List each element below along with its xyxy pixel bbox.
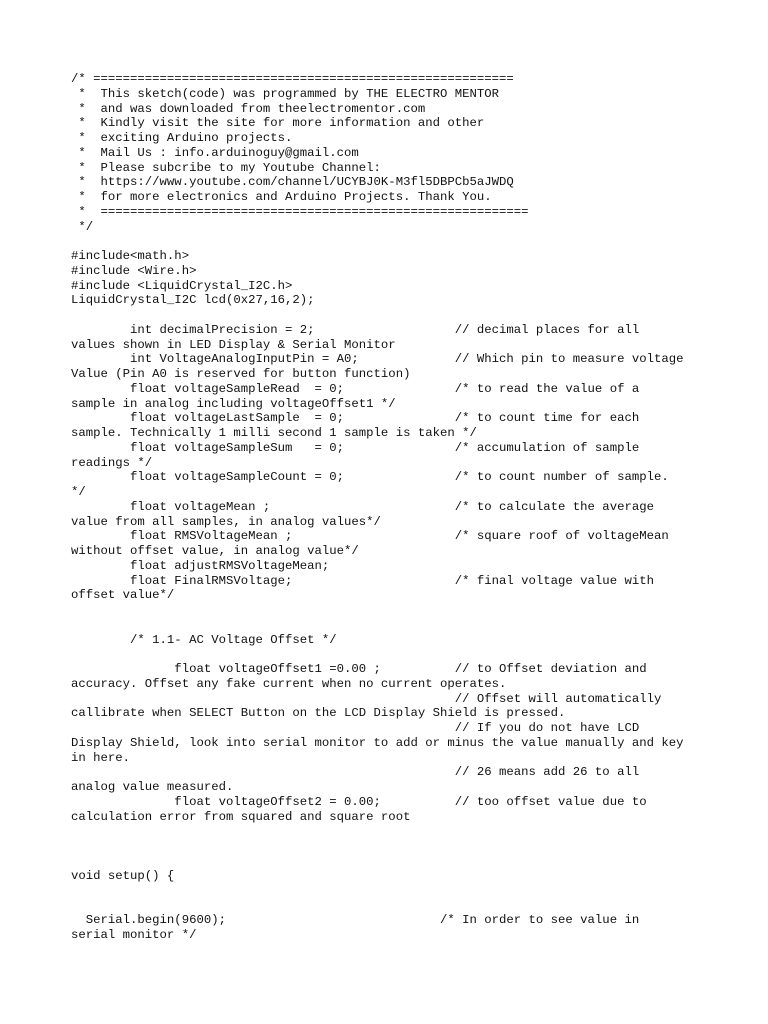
code-line: calculation error from squared and square root	[71, 809, 411, 824]
code-line: accuracy. Offset any fake current when no current operates.	[71, 676, 507, 691]
code-line: // Offset will automatically	[71, 691, 662, 706]
code-line: analog value measured.	[71, 780, 234, 794]
code-line: sample in analog including voltageOffset1 */	[71, 396, 396, 411]
code-line: readings */	[71, 455, 153, 470]
code-line	[71, 854, 751, 869]
code-line	[71, 308, 751, 323]
code-listing	[71, 72, 751, 942]
code-line: serial monitor */	[71, 927, 197, 942]
code-line: /* 1.1- AC Voltage Offset */	[71, 632, 337, 647]
code-line: * exciting Arduino projects.	[71, 131, 293, 145]
code-line: * Kindly visit the site for more information and other	[71, 116, 485, 131]
code-line: float voltageSampleRead = 0; /* to read the value of a	[71, 381, 640, 396]
code-line: float voltageSampleCount = 0; /* to count number of sample.	[71, 470, 669, 485]
code-line: #include <Wire.h>	[71, 263, 197, 278]
code-line: * Please subcribe to my Youtube Channel:	[71, 160, 381, 175]
code-line: /* =========================================================	[71, 72, 514, 86]
code-line: * https://www.youtube.com/channel/UCYBJ0K-M3fl5DBPCb5aJWDQ	[71, 175, 514, 190]
code-line	[71, 234, 751, 249]
code-line	[71, 839, 751, 854]
code-line: float voltageLastSample = 0; /* to count time for each	[71, 411, 640, 426]
code-line	[71, 883, 751, 898]
code-line: callibrate when SELECT Button on the LCD Display Shield is pressed.	[71, 706, 566, 721]
code-line: Display Shield, look into serial monitor to add or minus the value manually and key	[71, 735, 684, 750]
code-line: without offset value, in analog value*/	[71, 544, 359, 558]
code-line: void setup() {	[71, 868, 175, 883]
code-line: float voltageMean ; /* to calculate the average	[71, 499, 654, 514]
code-line: LiquidCrystal_I2C lcd(0x27,16,2);	[71, 293, 315, 308]
code-line: float RMSVoltageMean ; /* square roof of voltageMean	[71, 529, 669, 544]
code-line: */	[71, 219, 94, 234]
code-line: * This sketch(code) was programmed by THE ELECTRO MENTOR	[71, 86, 500, 101]
code-line: * for more electronics and Arduino Projects. Thank You.	[71, 190, 492, 204]
code-line: float adjustRMSVoltageMean;	[71, 558, 330, 573]
code-line: int VoltageAnalogInputPin = A0; // Which pin to measure voltage	[71, 352, 684, 367]
code-line: int decimalPrecision = 2; // decimal places for all	[71, 322, 640, 337]
code-line	[71, 898, 751, 913]
code-line	[71, 618, 751, 633]
code-line: #include<math.h>	[71, 249, 190, 263]
code-line	[71, 824, 751, 839]
code-line	[71, 647, 751, 662]
code-line: #include <LiquidCrystal_I2C.h>	[71, 278, 293, 293]
code-line: * Mail Us : info.arduinoguy@gmail.com	[71, 145, 359, 160]
code-line: float voltageSampleSum = 0; /* accumulation of sample	[71, 440, 640, 455]
code-line: float voltageOffset2 = 0.00; // too offset value due to	[71, 794, 647, 809]
code-line	[71, 603, 751, 618]
code-line: * ==========================================================	[71, 204, 529, 219]
code-line: sample. Technically 1 milli second 1 sample is taken */	[71, 426, 477, 440]
code-line: // 26 means add 26 to all	[71, 765, 640, 780]
code-line: // If you do not have LCD	[71, 721, 640, 735]
code-line: values shown in LED Display & Serial Monitor	[71, 337, 396, 352]
code-line: Value (Pin A0 is reserved for button function)	[71, 367, 411, 381]
code-line: in here.	[71, 750, 131, 765]
code-line: * and was downloaded from theelectromentor.com	[71, 101, 426, 116]
code-line: float voltageOffset1 =0.00 ; // to Offset deviation and	[71, 662, 647, 676]
code-line: offset value*/	[71, 588, 175, 603]
code-line: */	[71, 485, 86, 499]
code-line: Serial.begin(9600); /* In order to see value in	[71, 912, 640, 927]
code-line: value from all samples, in analog values*/	[71, 514, 381, 529]
code-line: float FinalRMSVoltage; /* final voltage value with	[71, 573, 654, 588]
